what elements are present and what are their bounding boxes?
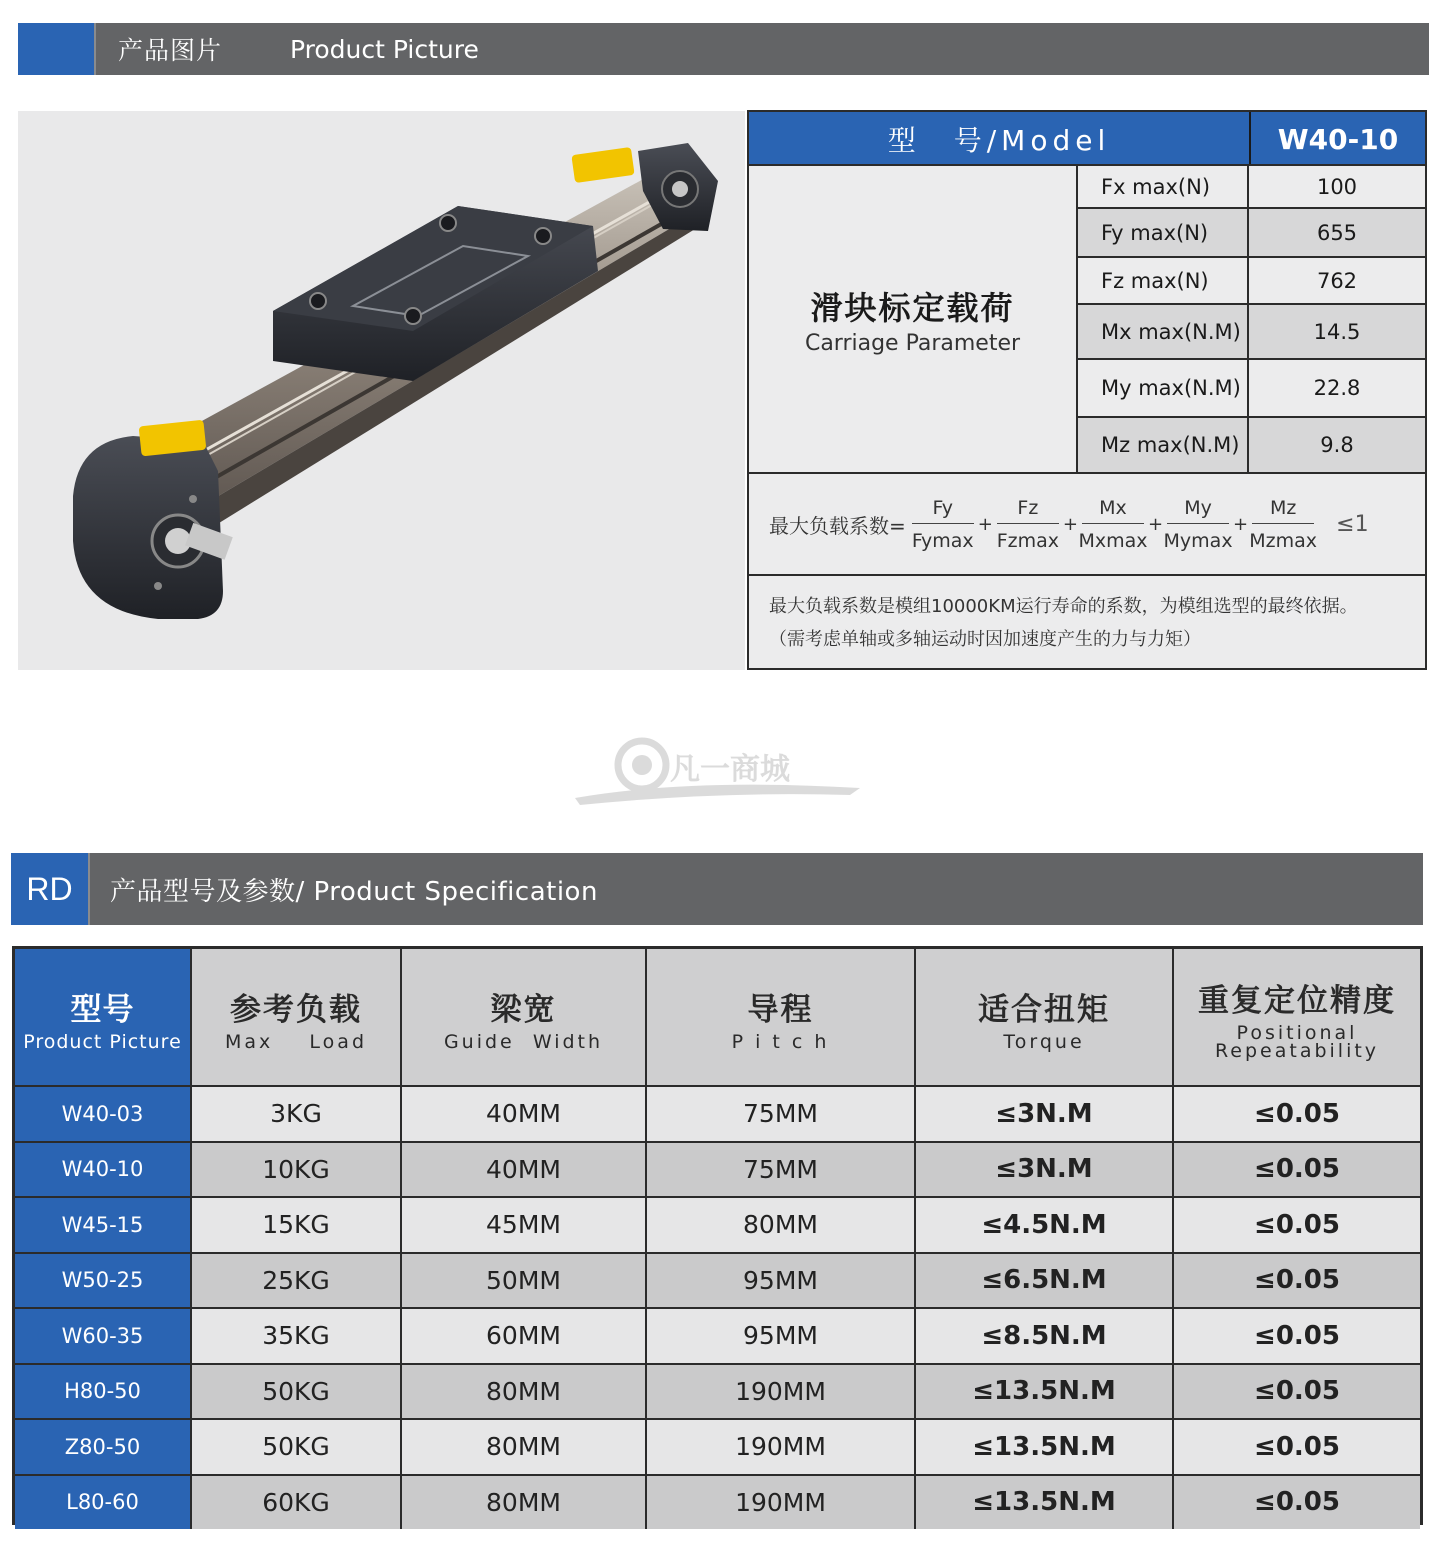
cell-max-load: 60KG <box>192 1476 402 1530</box>
cell-model: W50-25 <box>15 1254 192 1308</box>
cell-repeatability: ≤0.05 <box>1174 1420 1420 1474</box>
table-row <box>15 1196 1420 1252</box>
cell-model: W45-15 <box>15 1198 192 1252</box>
cell-guide-width: 45MM <box>402 1198 647 1252</box>
param-row <box>1078 305 1425 358</box>
cell-pitch: 75MM <box>647 1087 916 1141</box>
param-key: Fx max(N) <box>1101 174 1211 199</box>
formula-label: 最大负载系数= <box>769 513 906 538</box>
cell-pitch: 75MM <box>647 1143 916 1197</box>
cell-torque: ≤13.5N.M <box>916 1476 1174 1530</box>
cell-torque: ≤13.5N.M <box>916 1365 1174 1419</box>
cell-guide-width: 40MM <box>402 1143 647 1197</box>
cell-guide-width: 50MM <box>402 1254 647 1308</box>
fraction: $\frac{Mz}{Mzmax}$ <box>1249 496 1318 552</box>
load-coefficient-note <box>749 576 1425 668</box>
cell-max-load: 25KG <box>192 1254 402 1308</box>
table-row <box>15 1141 1420 1197</box>
fraction: $\frac{My}{Mymax}$ <box>1163 496 1233 552</box>
section-title-cn: 产品图片 <box>118 36 223 65</box>
cell-pitch: 95MM <box>647 1309 916 1363</box>
cell-guide-width: 40MM <box>402 1087 647 1141</box>
cell-max-load: 50KG <box>192 1365 402 1419</box>
cell-pitch: 190MM <box>647 1476 916 1530</box>
cell-repeatability: ≤0.05 <box>1174 1309 1420 1363</box>
cell-guide-width: 60MM <box>402 1309 647 1363</box>
cell-repeatability: ≤0.05 <box>1174 1254 1420 1308</box>
param-value: 22.8 <box>1313 376 1361 400</box>
param-value: 14.5 <box>1249 305 1425 358</box>
param-value: 655 <box>1249 209 1425 256</box>
cell-pitch: 190MM <box>647 1365 916 1419</box>
bearing-logo-icon <box>570 733 870 813</box>
carriage-label <box>749 166 1076 472</box>
cell-repeatability: ≤0.05 <box>1174 1476 1420 1530</box>
cell-torque: ≤3N.M <box>916 1087 1174 1141</box>
carriage-parameter-table <box>747 110 1427 670</box>
fraction: $\frac{Mx}{Mxmax}$ <box>1078 496 1148 552</box>
cell-model: W40-03 <box>15 1087 192 1141</box>
cell-max-load: 50KG <box>192 1420 402 1474</box>
table-row <box>15 1252 1420 1308</box>
param-value: 9.8 <box>1249 418 1425 472</box>
cell-max-load: 10KG <box>192 1143 402 1197</box>
fraction: $\frac{Fz}{Fzmax}$ <box>996 496 1060 552</box>
table-header-row <box>15 949 1420 1085</box>
cell-repeatability: ≤0.05 <box>1174 1198 1420 1252</box>
rd-badge: RD <box>11 853 88 925</box>
plus-sign: + <box>977 513 993 535</box>
header-accent-block <box>18 23 94 75</box>
column-header-guide-width: 梁宽 Guide Width <box>402 949 647 1085</box>
load-coefficient-formula <box>749 474 1425 574</box>
cell-guide-width: 80MM <box>402 1476 647 1530</box>
carriage-label-cn: 滑块标定载荷 <box>810 288 1015 327</box>
formula-end: ≤1 <box>1336 511 1369 537</box>
cell-guide-width: 80MM <box>402 1365 647 1419</box>
table-row <box>15 1307 1420 1363</box>
cell-model: H80-50 <box>15 1365 192 1419</box>
cell-repeatability: ≤0.05 <box>1174 1087 1420 1141</box>
column-header-repeatability: 重复定位精度 Positional Repeatability <box>1174 949 1420 1085</box>
linear-module-illustration <box>18 111 745 670</box>
table-row <box>15 1085 1420 1141</box>
watermark-logo <box>570 733 870 813</box>
note-line: （需考虑单轴或多轴运动时因加速度产生的力与力矩） <box>769 629 1201 650</box>
cell-pitch: 80MM <box>647 1198 916 1252</box>
column-header-max-load: 参考负载 Max Load <box>192 949 402 1085</box>
cell-max-load: 15KG <box>192 1198 402 1252</box>
product-image <box>18 111 745 670</box>
plus-sign: + <box>1147 513 1164 535</box>
cell-model: W40-10 <box>15 1143 192 1197</box>
param-key: Fz max(N) <box>1101 268 1209 293</box>
cell-model: L80-60 <box>15 1476 192 1530</box>
cell-torque: ≤13.5N.M <box>916 1420 1174 1474</box>
table-row <box>15 1363 1420 1419</box>
param-key: Fy max(N) <box>1078 209 1249 256</box>
cell-max-load: 3KG <box>192 1087 402 1141</box>
cell-torque: ≤4.5N.M <box>916 1198 1174 1252</box>
section-title: 产品型号及参数/ Product Specification <box>110 876 598 907</box>
param-key: My max(N.M) <box>1101 376 1241 400</box>
cell-torque: ≤6.5N.M <box>916 1254 1174 1308</box>
carriage-label-en: Carriage Parameter <box>804 330 1021 356</box>
plus-sign: + <box>1233 513 1249 535</box>
note-line: 最大负载系数是模组10000KM运行寿命的系数，为模组选型的最终依据。 <box>769 596 1358 617</box>
fraction: $\frac{Fy}{Fymax}$ <box>911 496 974 552</box>
watermark-text: 凡一商城 <box>670 752 790 787</box>
cell-model: Z80-50 <box>15 1420 192 1474</box>
param-row <box>1078 258 1425 303</box>
column-header-torque: 适合扭矩 Torque <box>916 949 1174 1085</box>
param-key: Mz max(N.M) <box>1078 418 1249 472</box>
cell-torque: ≤8.5N.M <box>916 1309 1174 1363</box>
param-value: 762 <box>1316 268 1358 293</box>
cell-guide-width: 80MM <box>402 1420 647 1474</box>
column-header-model: 型号 Product Picture <box>15 949 192 1085</box>
cell-pitch: 190MM <box>647 1420 916 1474</box>
param-row <box>1078 360 1425 416</box>
cell-repeatability: ≤0.05 <box>1174 1365 1420 1419</box>
param-row <box>1078 166 1425 207</box>
model-header: 型 号/Model <box>749 112 1249 166</box>
section-header-product-picture <box>18 23 1429 75</box>
plus-sign: + <box>1062 513 1078 535</box>
param-row <box>1078 418 1425 472</box>
param-row <box>1078 209 1425 256</box>
section-header-product-specification <box>11 853 1423 925</box>
param-key: Mx max(N.M) <box>1078 305 1249 358</box>
table-row <box>15 1418 1420 1474</box>
cell-pitch: 95MM <box>647 1254 916 1308</box>
cell-model: W60-35 <box>15 1309 192 1363</box>
param-value: 100 <box>1316 174 1358 199</box>
table-row <box>15 1474 1420 1530</box>
model-value: W40-10 <box>1251 112 1425 166</box>
cell-repeatability: ≤0.05 <box>1174 1143 1420 1197</box>
section-title-en: Product Picture <box>290 34 479 64</box>
product-specification-table <box>12 946 1423 1525</box>
cell-max-load: 35KG <box>192 1309 402 1363</box>
column-header-pitch: 导程 P i t c h <box>647 949 916 1085</box>
cell-torque: ≤3N.M <box>916 1143 1174 1197</box>
